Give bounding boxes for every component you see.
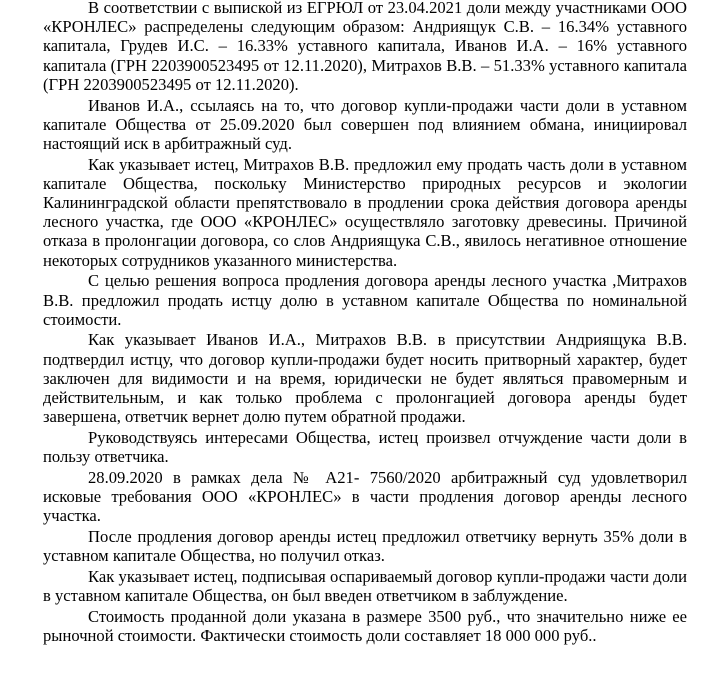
paragraph-sham-contract-claim: Как указывает Иванов И.А., Митрахов В.В. в присутствии Андриящука В.В. подтвердил истцу, что договор купли-продажи будет носить притворный характер, будет заключен для видимости и на время, юридически не будет являться правомерным и действительным, и как только проблема с пролонгацией договора аренды будет завершена, ответчик вернет долю путем обратной продажи. (43, 330, 687, 427)
document-page (43, 0, 687, 645)
paragraph-nominal-value-offer: С целью решения вопроса продления договора аренды лесного участка ,Митрахов В.В. предложил продать истцу долю в уставном капитале Общества по номинальной стоимости. (43, 271, 687, 329)
paragraph-court-decision: 28.09.2020 в рамках дела № А21- 7560/2020 арбитражный суд удовлетворил исковые требования ООО «КРОНЛЕС» в части продления договор аренды лесного участка. (43, 467, 687, 526)
paragraph-misled-claim: Как указывает истец, подписывая оспариваемый договор купли-продажи части доли в уставном капитале Общества, он был введен ответчиком в заблуждение. (43, 566, 687, 606)
paragraph-egrul-shares: В соответствии с выпиской из ЕГРЮЛ от 23.04.2021 доли между участниками ООО «КРОНЛЕС» распределены следующим образом: Андриящук С.В. – 16.34% уставного капитала, Грудев И.С. – 16.33% уставного капитала, Иванов И.А. – 16% уставного капитала (ГРН 2203900523495 от 12.11.2020), Митрахов В.В. – 51.33% уставного капитала (ГРН 2203900523495 от 12.11.2020). (43, 0, 687, 94)
paragraph-claim-initiation: Иванов И.А., ссылаясь на то, что договор купли-продажи части доли в уставном капитале Общества от 25.09.2020 был совершен под влиянием обмана, инициировал настоящий иск в арбитражный суд. (43, 95, 687, 153)
paragraph-return-refusal: После продления договор аренды истец предложил ответчику вернуть 35% доли в уставном капитале Общества, но получил отказ. (43, 526, 687, 566)
paragraph-share-alienation: Руководствуясь интересами Общества, истец произвел отчуждение части доли в пользу ответчика. (43, 427, 687, 467)
paragraph-sale-proposal-reason: Как указывает истец, Митрахов В.В. предложил ему продать часть доли в уставном капитале Общества, поскольку Министерство природных ресурсов и экологии Калининградской области препятствовало в продлении срока действия договора аренды лесного участка, где ООО «КРОНЛЕС» осуществляло заготовку древесины. Причиной отказа в пролонгации договора, со слов Андриящука С.В., явилось негативное отношение некоторых сотрудников указанного министерства. (43, 154, 687, 270)
paragraph-share-value: Стоимость проданной доли указана в размере 3500 руб., что значительно ниже ее рыночной стоимости. Фактически стоимость доли составляет 18 000 000 руб.. (43, 606, 687, 645)
